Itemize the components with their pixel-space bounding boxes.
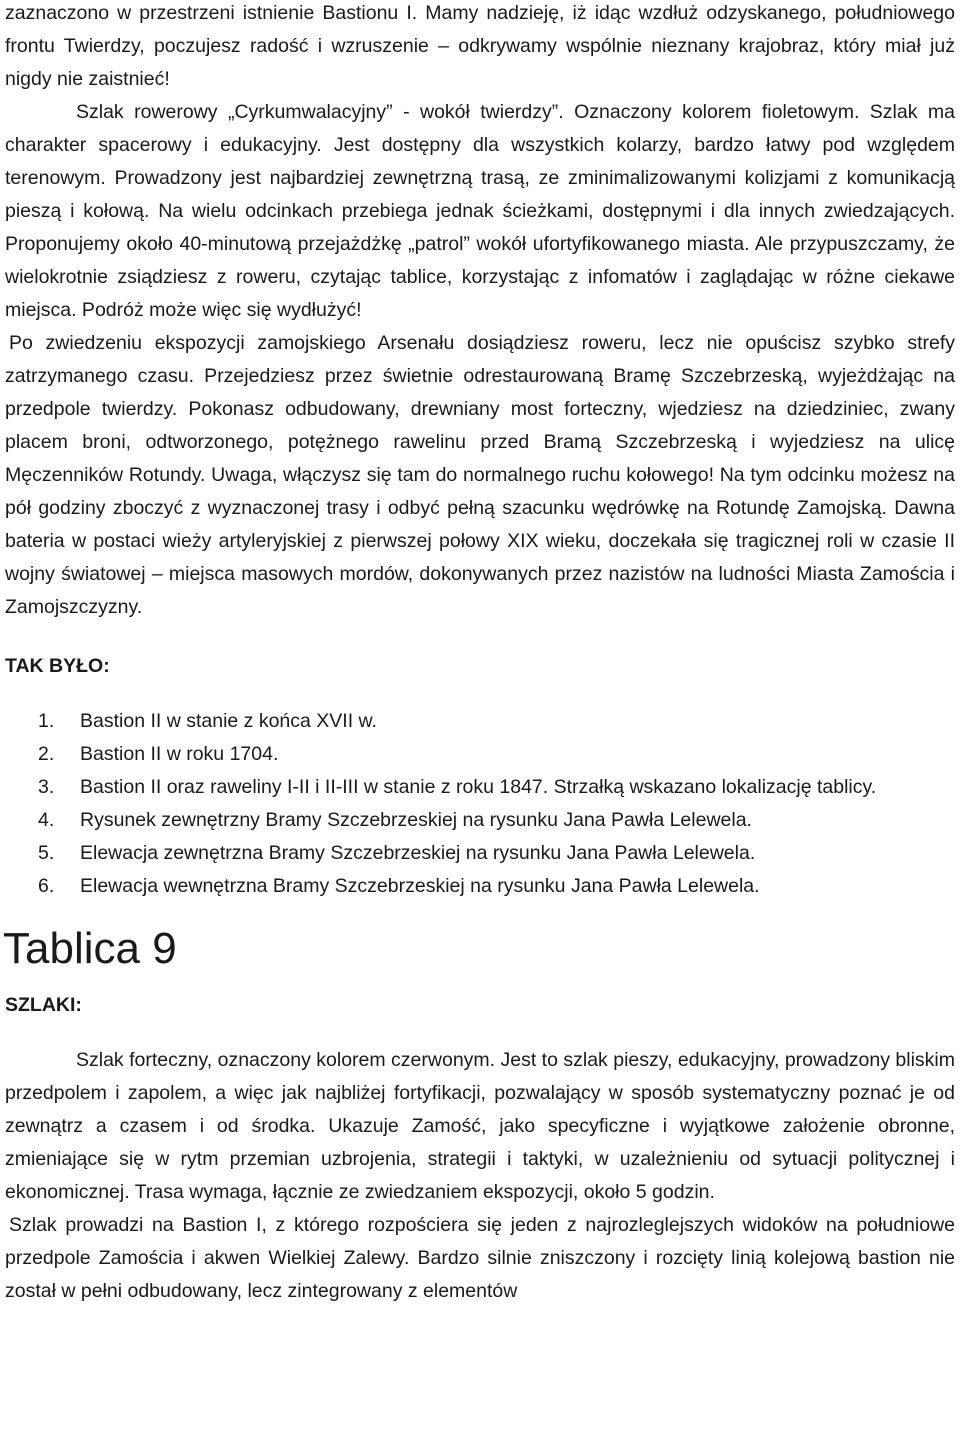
list-item-number: 5. — [38, 842, 55, 864]
list-item-text: Rysunek zewnętrzny Bramy Szczebrzeskiej na rysunku Jana Pawła Lelewela. — [80, 809, 752, 831]
list-item-text: Bastion II oraz raweliny I-II i II-III w stanie z roku 1847. Strzałką wskazano lokalizację tablicy. — [80, 776, 877, 798]
list-item — [5, 771, 955, 804]
document-page — [5, 0, 955, 1308]
list-item-number: 2. — [38, 743, 55, 765]
list-item — [5, 705, 955, 738]
paths-heading: SZLAKI: — [5, 994, 82, 1016]
intro-paragraph: zaznaczono w przestrzeni istnienie Bastionu I. Mamy nadzieję, iż idąc wzdłuż odzyskanego, południowego frontu Twierdzy, poczujesz radość i wzruszenie – odkrywamy wspólnie nieznany krajobraz, który miał już nigdy nie zaistnieć! — [5, 2, 955, 90]
list-item — [5, 804, 955, 837]
board-title: Tablica 9 — [3, 924, 177, 973]
list-item — [5, 870, 955, 903]
list-item-text: Elewacja zewnętrzna Bramy Szczebrzeskiej na rysunku Jana Pawła Lelewela. — [80, 842, 756, 864]
bastion-trail-paragraph: Szlak prowadzi na Bastion I, z którego rozpościera się jeden z najrozleglejszych widoków na południowe przedpole Zamościa i akwen Wielkiej Zalewy. Bardzo silnie zniszczony i rozcięty linią kolejową bastion nie został w pełni odbudowany, lecz zintegrowany z elementów — [5, 1214, 955, 1302]
history-heading: TAK BYŁO: — [5, 655, 110, 677]
list-item-text: Bastion II w roku 1704. — [80, 743, 279, 765]
history-list — [5, 705, 955, 903]
arsenal-route-paragraph: Po zwiedzeniu ekspozycji zamojskiego Arsenału dosiądziesz roweru, lecz nie opuścisz szybko strefy zatrzymanego czasu. Przejedziesz przez świetnie odrestaurowaną Bramę Szczebrzeską, wyjeżdżając na przedpole twierdzy. Pokonasz odbudowany, drewniany most forteczny, wjedziesz na dziedziniec, zwany placem broni, odtworzonego, potężnego rawelinu przed Bramą Szczebrzeską i wyjedziesz na ulicę Męczenników Rotundy. Uwaga, włączysz się tam do normalnego ruchu kołowego! Na tym odcinku możesz na pół godziny zboczyć z wyznaczonej trasy i odbyć pełną szacunku wędrówkę na Rotundę Zamojską. Dawna bateria w postaci wieży artyleryjskiej z pierwszej połowy XIX wieku, doczekała się tragicznej roli w czasie II wojny światowej – miejsca masowych mordów, dokonywanych przez nazistów na ludności Miasta Zamościa i Zamojszczyzny. — [5, 332, 955, 618]
fortress-trail-paragraph: Szlak forteczny, oznaczony kolorem czerwonym. Jest to szlak pieszy, edukacyjny, prowadzony bliskim przedpolem i zapolem, a więc jak najbliżej fortyfikacji, pozwalający w sposób systematyczny poznać je od zewnątrz a czasem i od środka. Ukazuje Zamość, jako specyficzne i wyjątkowe założenie obronne, zmieniające się w rytm przemian uzbrojenia, strategii i taktyki, w uzależnieniu od sytuacji politycznej i ekonomicznej. Trasa wymaga, łącznie ze zwiedzaniem ekspozycji, około 5 godzin. — [5, 1049, 955, 1203]
list-item — [5, 738, 955, 771]
list-item-text: Bastion II w stanie z końca XVII w. — [80, 710, 377, 732]
list-item-number: 1. — [38, 710, 55, 732]
bike-trail-paragraph: Szlak rowerowy „Cyrkumwalacyjny” - wokół twierdzy”. Oznaczony kolorem fioletowym. Szlak ma charakter spacerowy i edukacyjny. Jest dostępny dla wszystkich kolarzy, bardzo łatwy pod względem terenowym. Prowadzony jest najbardziej zewnętrzną trasą, ze zminimalizowanymi kolizjami z komunikacją pieszą i kołową. Na wielu odcinkach przebiega jednak ścieżkami, dostępnymi i dla innych zwiedzających. Proponujemy około 40-minutową przejażdżkę „patrol” wokół ufortyfikowanego miasta. Ale przypuszczamy, że wielokrotnie zsiądziesz z roweru, czytając tablice, korzystając z infomatów i zaglądając w różne ciekawe miejsca. Podróż może więc się wydłużyć! — [5, 101, 955, 321]
list-item-number: 6. — [38, 875, 55, 897]
list-item-number: 3. — [38, 776, 55, 798]
list-item-text: Elewacja wewnętrzna Bramy Szczebrzeskiej na rysunku Jana Pawła Lelewela. — [80, 875, 760, 897]
list-item — [5, 837, 955, 870]
list-item-number: 4. — [38, 809, 55, 831]
